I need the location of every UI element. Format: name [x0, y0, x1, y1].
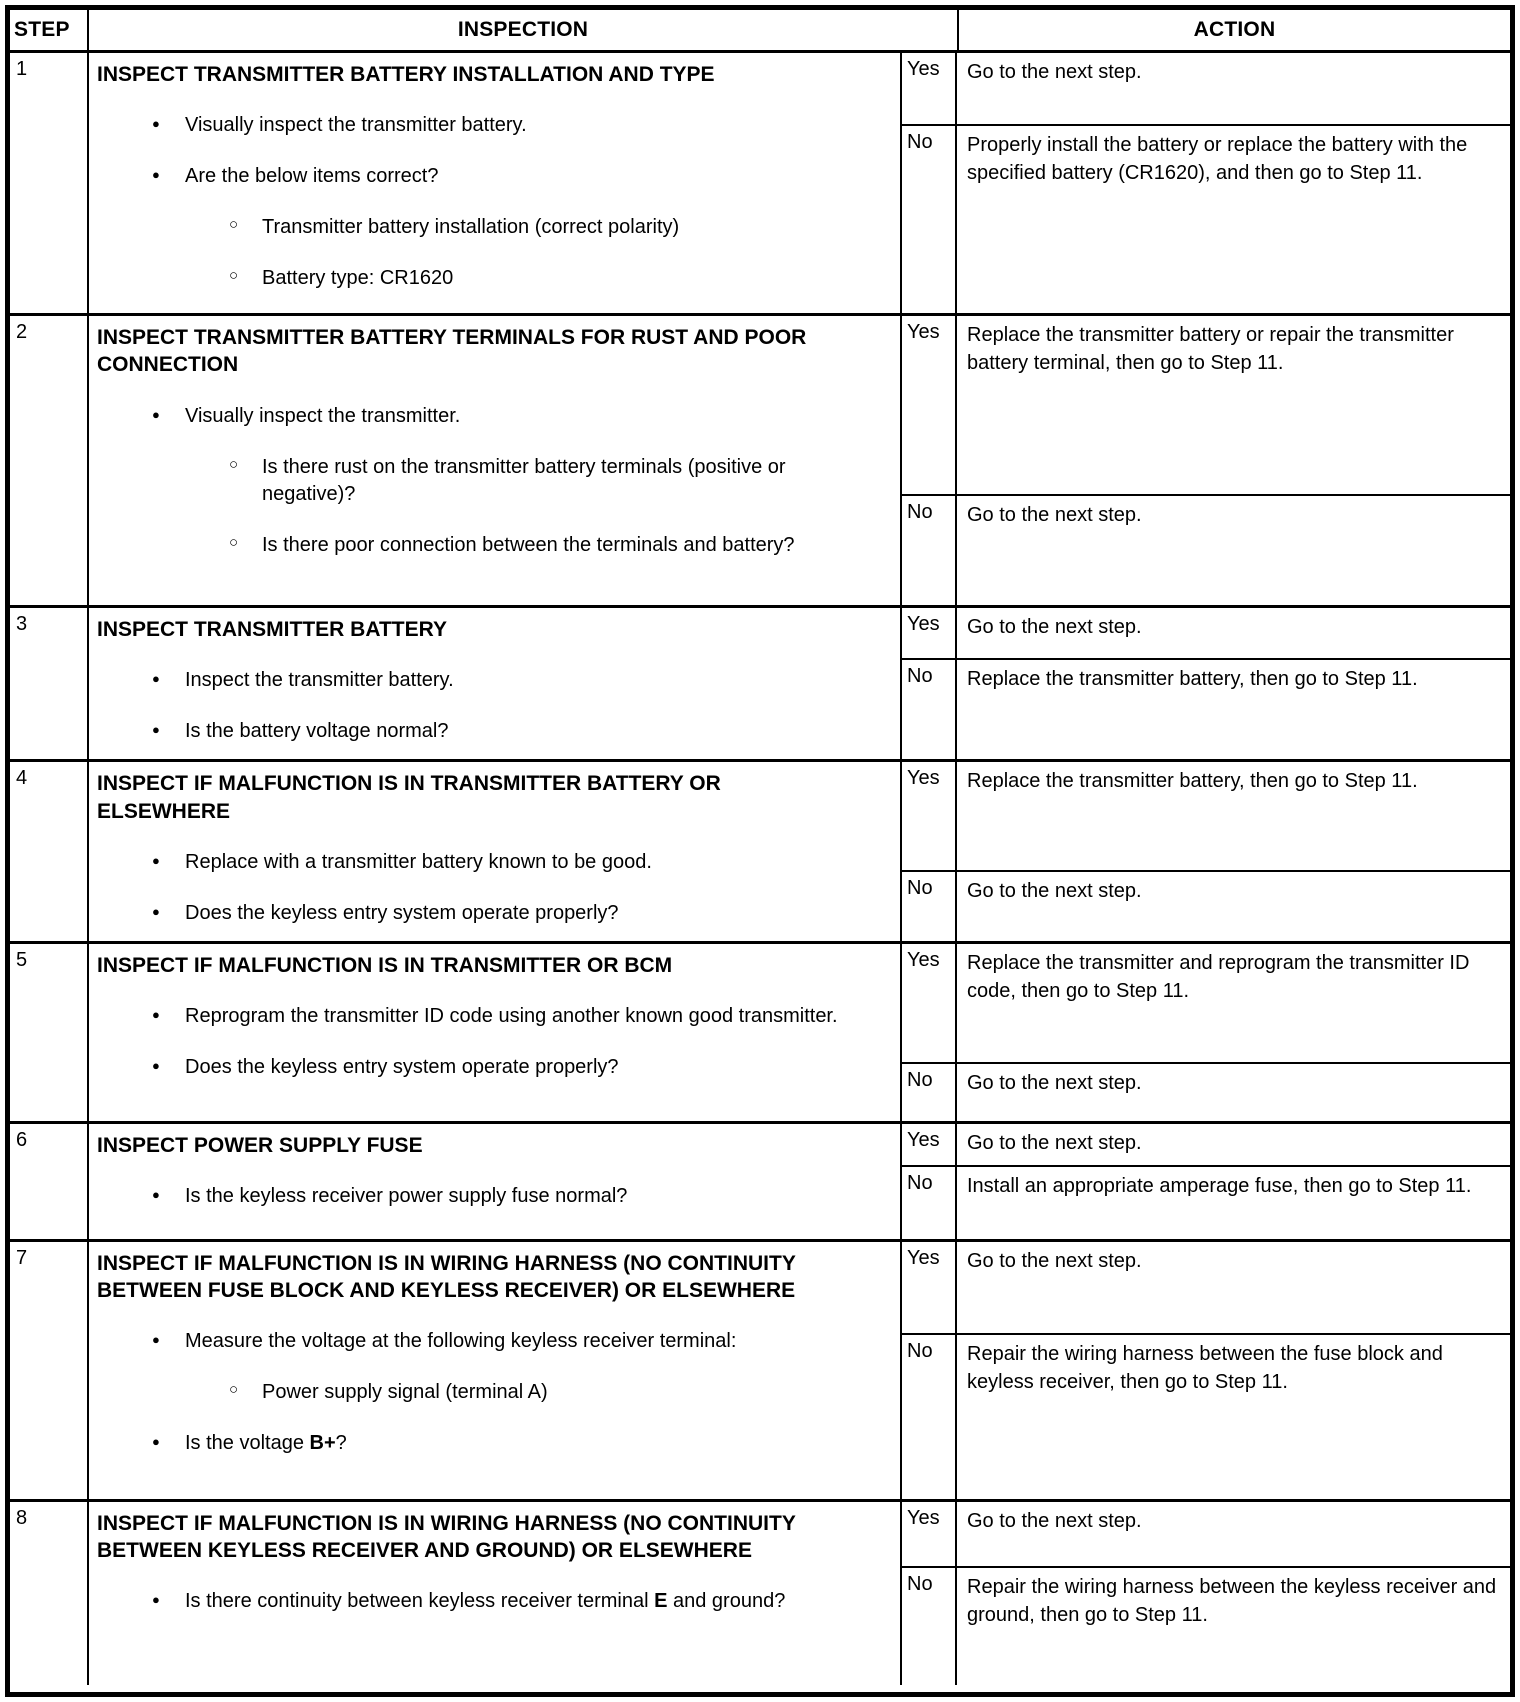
- inspection-bullet: [97, 900, 855, 927]
- inspection-cell: [89, 316, 902, 605]
- inspection-bullet: [97, 1183, 855, 1210]
- inspection-cell: [89, 1124, 902, 1239]
- action-no-text: Replace the transmitter battery, then go to Step 11.: [967, 668, 1418, 690]
- inspection-cell: [89, 762, 902, 941]
- action-no-text: Repair the wiring harness between the keyless receiver and ground, then go to Step 11.: [967, 1575, 1497, 1626]
- hollow-bullet-icon: ○: [229, 455, 239, 473]
- inspection-bullet: [97, 265, 855, 292]
- action-yes-row: [902, 53, 1510, 126]
- hollow-bullet-icon: ○: [229, 533, 239, 551]
- action-no-text: Properly install the battery or replace the battery with the specified battery (CR1620), and then go to Step 11.: [967, 134, 1468, 184]
- inspection-bullet: [97, 1054, 855, 1081]
- filled-bullet-icon: ●: [152, 903, 160, 919]
- inspection-title: INSPECT POWER SUPPLY FUSE: [97, 1133, 423, 1157]
- inspection-bullet-text: Is there continuity between keyless receiver terminal E and ground?: [185, 1590, 786, 1613]
- yes-label: Yes: [902, 53, 957, 124]
- action-yes-text: Replace the transmitter battery, then go to Step 11.: [967, 770, 1418, 793]
- yes-label: Yes: [902, 1502, 957, 1566]
- action-yes-text: Go to the next step.: [967, 1249, 1142, 1272]
- steps-body: [10, 53, 1510, 1685]
- filled-bullet-icon: ●: [152, 1592, 160, 1608]
- inspection-title: INSPECT IF MALFUNCTION IS IN TRANSMITTER BATTERY OR ELSEWHERE: [97, 772, 721, 823]
- hollow-bullet-icon: ○: [229, 1381, 239, 1399]
- action-yes-text: Go to the next step.: [967, 616, 1142, 638]
- action-cell: [902, 1124, 1510, 1239]
- inspection-cell: [89, 944, 902, 1121]
- filled-bullet-icon: ●: [152, 406, 160, 422]
- step-number: 1: [10, 53, 89, 313]
- inspection-bullet-text: Is there rust on the transmitter battery terminals (positive or negative)?: [262, 455, 786, 505]
- inspection-cell: [89, 1502, 902, 1685]
- inspection-title: INSPECT TRANSMITTER BATTERY: [97, 618, 447, 641]
- yes-label: Yes: [902, 608, 957, 658]
- no-label: No: [902, 660, 957, 759]
- filled-bullet-icon: ●: [152, 1007, 160, 1023]
- action-yes-row: [902, 762, 1510, 872]
- inspection-bullet: [97, 214, 855, 241]
- action-cell: [902, 53, 1510, 313]
- inspection-bullet: [97, 112, 855, 139]
- filled-bullet-icon: ●: [152, 116, 160, 132]
- yes-label: Yes: [902, 1242, 957, 1333]
- action-cell: [902, 1242, 1510, 1499]
- filled-bullet-icon: ●: [152, 1332, 160, 1348]
- no-label: No: [902, 1568, 957, 1685]
- step-number: 2: [10, 316, 89, 605]
- inspection-cell: [89, 53, 902, 313]
- inspection-title: INSPECT IF MALFUNCTION IS IN TRANSMITTER OR BCM: [97, 953, 673, 977]
- action-cell: [902, 608, 1510, 759]
- step-number: 7: [10, 1242, 89, 1499]
- table-row: [10, 1499, 1510, 1685]
- action-yes-row: [902, 1124, 1510, 1167]
- no-label: No: [902, 1064, 957, 1121]
- hollow-bullet-icon: ○: [229, 216, 239, 234]
- inspection-bullet-text: Is there poor connection between the terminals and battery?: [262, 533, 795, 556]
- inspection-title: INSPECT TRANSMITTER BATTERY TERMINALS FOR RUST AND POOR CONNECTION: [97, 326, 807, 377]
- inspection-bullet-text: Are the below items correct?: [185, 165, 439, 188]
- inspection-bullet-text: Replace with a transmitter battery known to be good.: [185, 850, 652, 873]
- inspection-bullet: [97, 1328, 855, 1355]
- filled-bullet-icon: ●: [152, 671, 160, 687]
- step-number: 5: [10, 944, 89, 1121]
- action-yes-row: [902, 1502, 1510, 1568]
- table-row: [10, 53, 1510, 313]
- action-yes-text: Replace the transmitter and reprogram the transmitter ID code, then go to Step 11.: [967, 951, 1470, 1002]
- inspection-bullet-text: Does the keyless entry system operate properly?: [185, 1056, 619, 1079]
- no-label: No: [902, 126, 957, 313]
- yes-label: Yes: [902, 944, 957, 1062]
- action-yes-text: Go to the next step.: [967, 61, 1142, 83]
- inspection-bullet: [97, 403, 855, 430]
- inspection-title: INSPECT IF MALFUNCTION IS IN WIRING HARNESS (NO CONTINUITY BETWEEN FUSE BLOCK AND KEYLESS RECEIVER) OR ELSEWHERE: [97, 1251, 796, 1303]
- action-cell: [902, 762, 1510, 941]
- action-no-row: [902, 1167, 1510, 1239]
- inspection-bullet-text: Measure the voltage at the following keyless receiver terminal:: [185, 1330, 737, 1353]
- yes-label: Yes: [902, 1124, 957, 1165]
- yes-label: Yes: [902, 316, 957, 494]
- inspection-bullet: [97, 163, 855, 190]
- filled-bullet-icon: ●: [152, 1434, 160, 1450]
- inspection-bullet: [97, 667, 855, 694]
- inspection-bullet-text: Battery type: CR1620: [262, 267, 454, 290]
- inspection-bullet-text: Inspect the transmitter battery.: [185, 669, 454, 692]
- inspection-bullet-text: Reprogram the transmitter ID code using another known good transmitter.: [185, 1005, 838, 1028]
- inspection-bullet-text: Does the keyless entry system operate properly?: [185, 901, 619, 924]
- troubleshooting-table: [5, 5, 1515, 1697]
- action-yes-row: [902, 1242, 1510, 1335]
- inspection-bullet: [97, 532, 855, 559]
- action-yes-text: Go to the next step.: [967, 1509, 1142, 1532]
- inspection-bullet: [97, 1003, 855, 1030]
- step-number: 3: [10, 608, 89, 759]
- table-row: [10, 941, 1510, 1121]
- action-yes-row: [902, 316, 1510, 496]
- action-no-row: [902, 126, 1510, 313]
- inspection-bullet-text: Visually inspect the transmitter battery.: [185, 114, 527, 137]
- inspection-bullet: [97, 1430, 855, 1457]
- inspection-bullet-text: Is the voltage B+?: [185, 1432, 347, 1455]
- action-no-text: Install an appropriate amperage fuse, then go to Step 11.: [967, 1174, 1472, 1197]
- action-yes-text: Go to the next step.: [967, 1131, 1142, 1154]
- action-cell: [902, 944, 1510, 1121]
- inspection-title: INSPECT TRANSMITTER BATTERY INSTALLATION AND TYPE: [97, 63, 715, 86]
- action-no-text: Go to the next step.: [967, 504, 1142, 526]
- table-row: [10, 1239, 1510, 1499]
- no-label: No: [902, 872, 957, 941]
- filled-bullet-icon: ●: [152, 852, 160, 868]
- header-action: ACTION: [1193, 18, 1276, 41]
- no-label: No: [902, 1167, 957, 1239]
- inspection-bullet-text: Visually inspect the transmitter.: [185, 404, 461, 427]
- inspection-cell: [89, 608, 902, 759]
- action-no-text: Go to the next step.: [967, 1071, 1142, 1094]
- inspection-bullet-text: Transmitter battery installation (correct polarity): [262, 216, 680, 239]
- action-no-row: [902, 660, 1510, 759]
- inspection-bullet: [97, 718, 855, 745]
- inspection-bullet: [97, 849, 855, 876]
- filled-bullet-icon: ●: [152, 1187, 160, 1203]
- header-step: STEP: [10, 10, 89, 50]
- filled-bullet-icon: ●: [152, 167, 160, 183]
- yes-label: Yes: [902, 762, 957, 870]
- inspection-title: INSPECT IF MALFUNCTION IS IN WIRING HARNESS (NO CONTINUITY BETWEEN KEYLESS RECEIVER AND GROUND) OR ELSEWHERE: [97, 1511, 796, 1563]
- inspection-bullet-text: Is the keyless receiver power supply fuse normal?: [185, 1185, 628, 1208]
- table-row: [10, 1121, 1510, 1239]
- action-yes-row: [902, 608, 1510, 660]
- no-label: No: [902, 1335, 957, 1499]
- action-no-text: Repair the wiring harness between the fuse block and keyless receiver, then go to Step 11.: [967, 1342, 1443, 1393]
- table-row: [10, 313, 1510, 605]
- inspection-bullet: [97, 1379, 855, 1406]
- action-no-row: [902, 496, 1510, 605]
- action-no-row: [902, 1568, 1510, 1685]
- action-cell: [902, 316, 1510, 605]
- no-label: No: [902, 496, 957, 605]
- inspection-bullet: [97, 1588, 855, 1615]
- filled-bullet-icon: ●: [152, 722, 160, 738]
- action-no-row: [902, 1064, 1510, 1121]
- inspection-bullet: [97, 454, 855, 508]
- header-inspection: INSPECTION: [89, 10, 959, 50]
- hollow-bullet-icon: ○: [229, 267, 239, 285]
- step-number: 6: [10, 1124, 89, 1239]
- step-number: 8: [10, 1502, 89, 1685]
- table-row: [10, 605, 1510, 759]
- action-yes-row: [902, 944, 1510, 1064]
- table-row: [10, 759, 1510, 941]
- action-cell: [902, 1502, 1510, 1685]
- action-no-row: [902, 1335, 1510, 1499]
- table-header-row: [10, 10, 1510, 53]
- inspection-bullet-text: Is the battery voltage normal?: [185, 720, 449, 743]
- inspection-bullet-text: Power supply signal (terminal A): [262, 1381, 548, 1404]
- step-number: 4: [10, 762, 89, 941]
- action-yes-text: Replace the transmitter battery or repair the transmitter battery terminal, then go to Step 11.: [967, 324, 1454, 374]
- action-no-text: Go to the next step.: [967, 880, 1142, 903]
- inspection-cell: [89, 1242, 902, 1499]
- filled-bullet-icon: ●: [152, 1058, 160, 1074]
- action-no-row: [902, 872, 1510, 941]
